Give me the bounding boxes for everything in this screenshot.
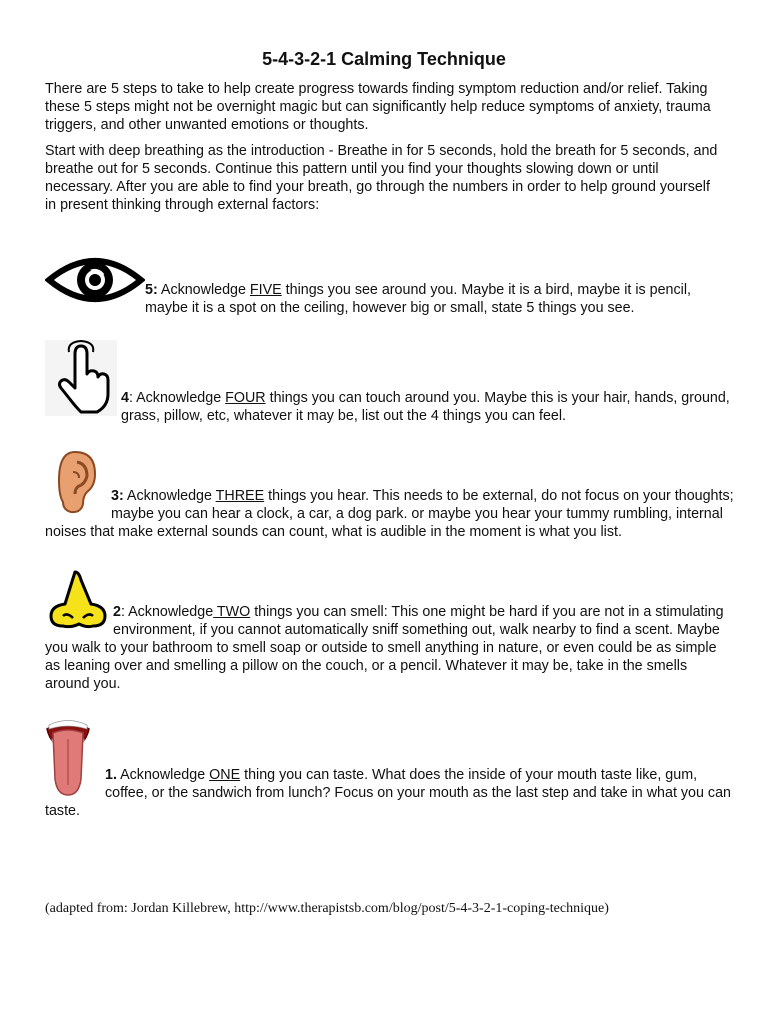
intro-paragraph-1: There are 5 steps to take to help create progress towards finding symptom reduction and/or relief. Taking these 5 steps might not be overnight magic but can significantly help reduce symptoms of anxiety, trauma triggers, and other unwanted emotions or thoughts. [45, 81, 711, 133]
page-title: 5-4-3-2-1 Calming Technique [262, 49, 506, 69]
step-keyword: ONE [209, 767, 241, 783]
step-keyword: FOUR [225, 390, 266, 406]
step-keyword: THREE [215, 488, 265, 504]
ear-icon [55, 450, 97, 514]
pointing-hand-icon [45, 340, 117, 416]
step-number: 5: [145, 282, 158, 298]
step-three: 3: Acknowledge THREE things you hear. This needs to be external, do not focus on your thoughts; maybe you can hear a clock, a car, a dog park. or maybe you hear your tummy rumbling, internal noises that make external sounds can count, what is audible in the moment is what you list. [45, 450, 735, 541]
step-four: 4: Acknowledge FOUR things you can touch around you. Maybe this is your hair, hands, ground, grass, pillow, etc, whatever it may be, list out the 4 things you can feel. [45, 340, 735, 425]
step-number: 3: [111, 488, 124, 504]
nose-icon [45, 570, 111, 630]
step-number: 2 [113, 604, 121, 620]
step-number: 1. [105, 767, 117, 783]
step-number: 4 [121, 390, 129, 406]
tongue-icon [45, 717, 91, 797]
step-one: 1. Acknowledge ONE thing you can taste. What does the inside of your mouth taste like, gum, coffee, or the sandwich from lunch? Focus on your mouth as the last step and take in what you can taste. [45, 717, 735, 820]
step-five: 5: Acknowledge FIVE things you see around you. Maybe it is a bird, maybe it is pencil, maybe it is a spot on the ceiling, however big or small, state 5 things you see. [45, 250, 735, 317]
source-citation: (adapted from: Jordan Killebrew, http://www.therapistsb.com/blog/post/5-4-3-2-1-coping-technique) [45, 901, 609, 916]
step-keyword: TWO [213, 604, 251, 620]
step-keyword: FIVE [249, 282, 282, 298]
intro-paragraph-2: Start with deep breathing as the introduction - Breathe in for 5 seconds, hold the breath for 5 seconds, and breathe out for 5 seconds. Continue this pattern until you find your thoughts slowing down or until necessary. After you are able to find your breath, go through the numbers in order to help ground yourself in present thinking through external factors: [45, 143, 718, 213]
eye-icon [45, 250, 145, 310]
step-two: 2: Acknowledge TWO things you can smell: This one might be hard if you are not in a stimulating environment, if you cannot automatically sniff something out, walk nearby to find a scent. Maybe you walk to your bathroom to smell soap or outside to smell anything in nature, or even could be as simple as leaning over and smelling a pillow on the couch, or a pencil. Whatever it may be, take in the smells around you. [45, 570, 735, 693]
